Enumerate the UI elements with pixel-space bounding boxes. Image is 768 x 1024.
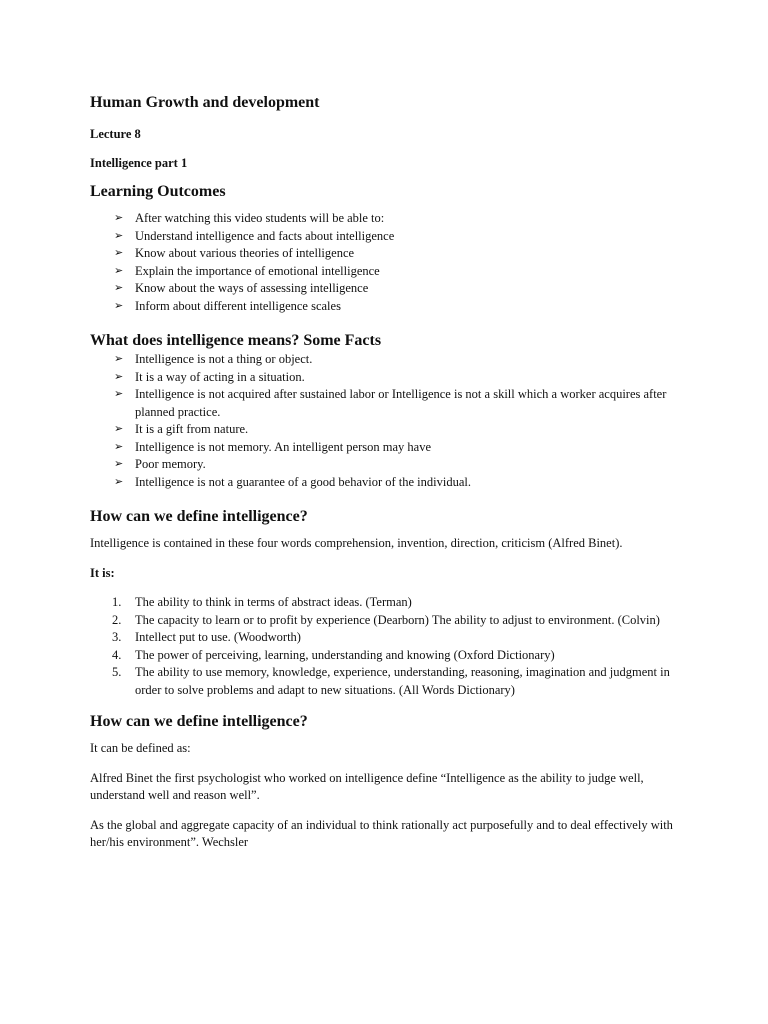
arrow-bullet-icon: ➢: [114, 440, 124, 453]
list-number: 5.: [112, 665, 122, 679]
list-item-text: Poor memory.: [135, 457, 206, 471]
list-item-text: Know about various theories of intelligence: [135, 246, 355, 260]
list-item: [112, 647, 680, 665]
arrow-bullet-icon: ➢: [114, 458, 124, 470]
arrow-bullet-icon: ➢: [114, 423, 124, 435]
list-item-text: Know about the ways of assessing intelligence: [135, 281, 369, 295]
list-item-text: After watching this video students will be able to:: [135, 211, 385, 225]
list-item-text: The ability to use memory, knowledge, experience, understanding, reasoning, imagination and judgment in order to solve problems and adapt to new situations. (All Words Dictionary): [135, 665, 670, 697]
arrow-bullet-icon: ➢: [114, 475, 124, 488]
arrow-bullet-icon: ➢: [114, 212, 124, 224]
list-item: [114, 263, 680, 281]
paragraph: Alfred Binet the first psychologist who worked on intelligence define “Intelligence as the ability to judge well, understand well and reason well”.: [90, 770, 644, 802]
arrow-bullet-icon: ➢: [114, 247, 124, 259]
arrow-bullet-icon: ➢: [114, 264, 124, 277]
arrow-bullet-icon: ➢: [114, 299, 124, 312]
list-item: [114, 386, 680, 421]
paragraph: It can be defined as:: [90, 741, 191, 755]
list-number: 1.: [112, 595, 122, 609]
list-item: [114, 474, 680, 492]
list-item: [114, 369, 680, 387]
list-item: [114, 210, 680, 228]
list-item: [114, 228, 680, 246]
arrow-bullet-icon: ➢: [114, 229, 124, 242]
list-item-text: Understand intelligence and facts about intelligence: [135, 228, 395, 243]
facts-list: [90, 351, 680, 491]
facts-heading: What does intelligence means? Some Facts: [90, 332, 382, 349]
list-item-text: Intellect put to use. (Woodworth): [135, 630, 301, 644]
list-item-text: The ability to think in terms of abstract ideas. (Terman): [135, 595, 412, 609]
it-is-label: It is:: [90, 565, 115, 580]
list-item: [114, 439, 680, 457]
list-item: [114, 351, 680, 369]
list-number: 4.: [112, 647, 122, 662]
list-item-text: Intelligence is not acquired after sustained labor or Intelligence is not a skill which a worker acquires after planned practice.: [135, 387, 667, 419]
list-item: [114, 245, 680, 263]
document-page: [90, 92, 680, 864]
define-heading-1: How can we define intelligence?: [90, 508, 308, 525]
lecture-label: Lecture 8: [90, 127, 141, 141]
list-item-text: Inform about different intelligence scales: [135, 298, 341, 313]
list-item: [112, 594, 680, 612]
list-item: [112, 664, 680, 699]
arrow-bullet-icon: ➢: [114, 353, 124, 365]
list-number: 3.: [112, 630, 122, 644]
list-item: [114, 421, 680, 439]
list-item: [114, 298, 680, 316]
learning-outcomes-list: [90, 210, 680, 315]
arrow-bullet-icon: ➢: [114, 388, 124, 400]
define-intro-paragraph: Intelligence is contained in these four words comprehension, invention, direction, criticism (Alfred Binet).: [90, 536, 623, 550]
list-item-text: Explain the importance of emotional intelligence: [135, 263, 380, 278]
list-item: [112, 612, 680, 630]
list-item-text: Intelligence is not a guarantee of a good behavior of the individual.: [135, 474, 471, 489]
list-item-text: Intelligence is not a thing or object.: [135, 352, 313, 366]
list-item-text: The power of perceiving, learning, understanding and knowing (Oxford Dictionary): [135, 647, 555, 662]
list-item: [114, 280, 680, 298]
learning-outcomes-heading: Learning Outcomes: [90, 183, 226, 200]
list-item-text: Intelligence is not memory. An intelligent person may have: [135, 439, 431, 454]
topic-label: Intelligence part 1: [90, 156, 188, 170]
arrow-bullet-icon: ➢: [114, 282, 124, 294]
list-number: 2.: [112, 612, 122, 627]
define-heading-2: How can we define intelligence?: [90, 713, 308, 730]
list-item-text: The capacity to learn or to profit by experience (Dearborn) The ability to adjust to environment. (Colvin): [135, 612, 660, 627]
document-title: Human Growth and development: [90, 94, 320, 111]
list-item-text: It is a way of acting in a situation.: [135, 369, 305, 384]
paragraph: As the global and aggregate capacity of an individual to think rationally act purposefully and to deal effectively with her/his environment”. Wechsler: [90, 817, 673, 849]
list-item: [114, 456, 680, 474]
list-item-text: It is a gift from nature.: [135, 422, 249, 436]
definitions-list: [90, 594, 680, 699]
list-item: [112, 629, 680, 647]
arrow-bullet-icon: ➢: [114, 370, 124, 383]
